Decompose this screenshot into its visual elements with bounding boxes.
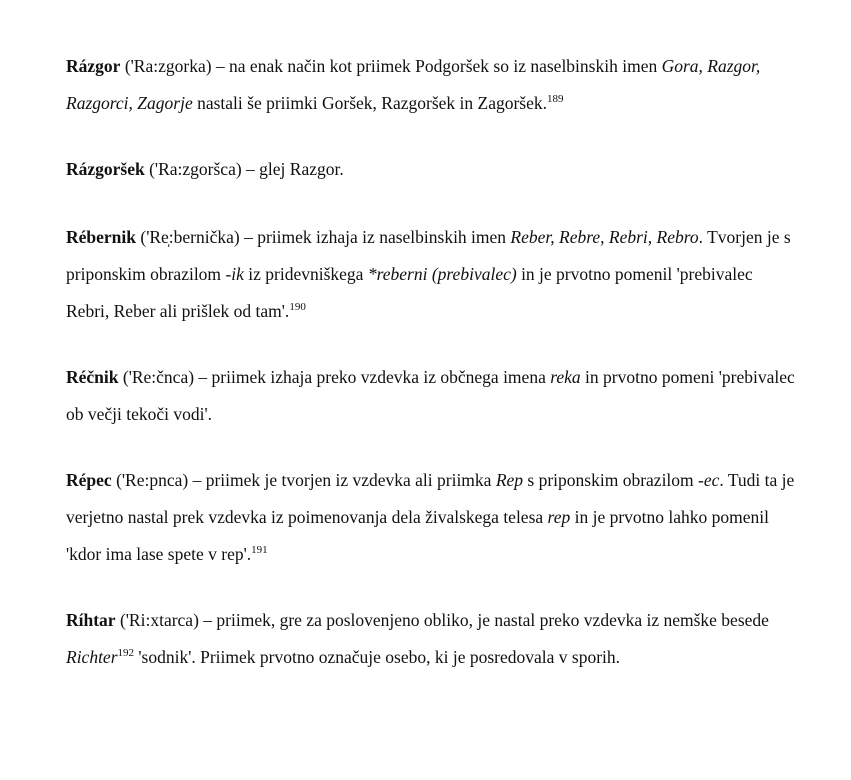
dictionary-page [66,48,796,676]
place-names: Reber, Rebre, Rebri, Rebro [510,227,699,247]
footnote-ref[interactable]: 189 [547,93,564,105]
adjective-form: *reberni (prebivalec) [367,264,517,284]
entry-text: in je prvotno lahko pomenil 'kdor ima lase spete v rep'. [66,507,770,564]
entry-text: ('Re̩:bernička) – priimek izhaja iz naselbinskih imen [140,227,511,247]
entry-rebernik [66,219,796,330]
place-names: Gora, Razgor, Razgorci, Zagorje [66,56,761,113]
entry-text: ('Ri:xtarca) – priimek, gre za poslovenjeno obliko, je nastal preko vzdevka iz nemške besede [119,610,769,630]
headword: Ríhtar [66,610,116,630]
entry-text: iz pridevniškega [243,264,368,284]
entry-text: ('Re:pnca) – priimek je tvorjen iz vzdevka ali priimka [116,470,496,490]
headword: Répec [66,470,112,490]
footnote-ref[interactable]: 191 [251,544,268,556]
entry-razgorsek [66,151,796,188]
entry-text: in prvotno pomeni 'prebivalec ob večji tekoči vodi'. [66,367,795,424]
entry-text: s priponskim obrazilom [523,470,699,490]
entry-text: 'sodnik'. Priimek prvotno označuje osebo, ki je posredovala v sporih. [134,647,621,667]
headword: Rázgoršek [66,159,145,179]
german-word: Richter [66,647,118,667]
suffix: -ik [225,264,244,284]
entry-text: ('Re:čnca) – priimek izhaja preko vzdevka iz občnega imena [122,367,551,387]
entry-razgor [66,48,796,122]
entry-text: nastali še priimki Goršek, Razgoršek in Zagoršek. [192,93,548,113]
footnote-ref[interactable]: 192 [117,647,135,659]
headword: Rébernik [66,227,136,247]
entry-rihtar [66,602,796,676]
entry-recnik [66,359,796,433]
entry-text: ('Ra:zgorka) – na enak način kot priimek Podgoršek so iz naselbinskih imen [124,56,662,76]
source-word: Rep [495,470,524,490]
entry-text: in je prvotno pomenil 'prebivalec Rebri, Reber ali prišlek od tam'. [66,264,753,321]
suffix: -ec [698,470,720,490]
entry-text: ('Ra:zgoršca) – glej Razgor. [149,159,344,179]
entry-repec [66,462,796,573]
entry-text: . Tudi ta je verjetno nastal prek vzdevka iz poimenovanja dela živalskega telesa [66,470,795,527]
headword: Rázgor [66,56,121,76]
footnote-ref[interactable]: 190 [289,301,306,313]
headword: Réčnik [66,367,119,387]
entry-text: . Tvorjen je s priponskim obrazilom [66,227,791,284]
body-part-word: rep [547,507,571,527]
common-noun: reka [550,367,581,387]
